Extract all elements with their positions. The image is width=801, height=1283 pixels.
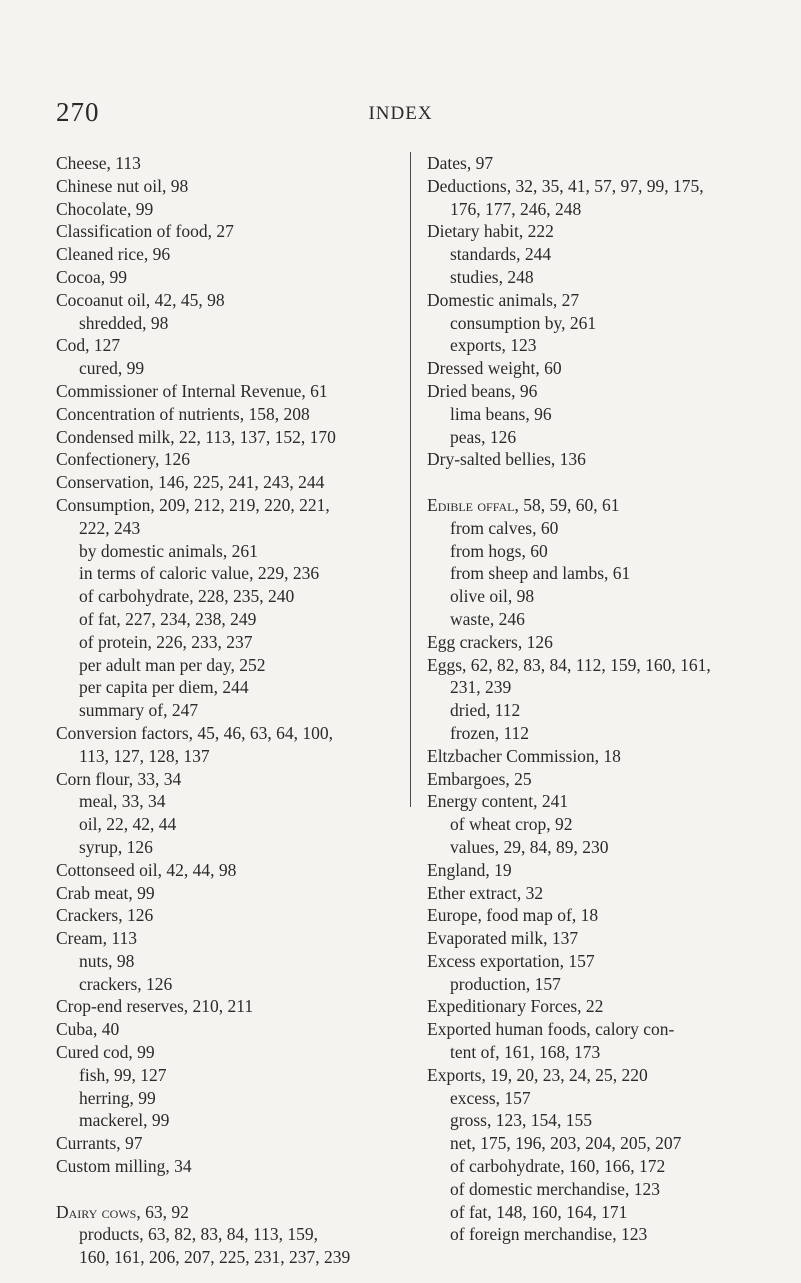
index-entry: Custom milling, 34 [56, 1156, 192, 1177]
index-subentry: of wheat crop, 92 [450, 814, 573, 835]
index-subentry: exports, 123 [450, 335, 537, 356]
column-divider [410, 152, 411, 807]
index-entry: Condensed milk, 22, 113, 137, 152, 170 [56, 426, 336, 447]
index-entry: Excess exportation, 157 [427, 950, 595, 971]
index-entry: Embargoes, 25 [427, 768, 532, 789]
index-entry: Edible offal, 58, 59, 60, 61 [427, 494, 620, 515]
index-entry: Exported human foods, calory con- [427, 1019, 675, 1040]
index-entry: Cleaned rice, 96 [56, 244, 171, 265]
index-entry: Currants, 97 [56, 1133, 143, 1154]
index-entry: Chinese nut oil, 98 [56, 175, 189, 196]
index-subentry: nuts, 98 [79, 950, 135, 971]
index-entry: Cheese, 113 [56, 153, 141, 173]
index-column-right [427, 152, 711, 1246]
index-subentry: 231, 239 [450, 677, 512, 698]
index-entry: England, 19 [427, 859, 512, 880]
index-entry: Dairy cows, 63, 92 [56, 1201, 189, 1222]
index-subentry: crackers, 126 [79, 973, 173, 994]
index-subentry: values, 29, 84, 89, 230 [450, 836, 609, 857]
index-subentry: in terms of caloric value, 229, 236 [79, 563, 320, 584]
index-entry: Crab meat, 99 [56, 882, 155, 903]
index-subentry: production, 157 [450, 973, 561, 994]
index-subentry: of fat, 148, 160, 164, 171 [450, 1201, 628, 1222]
index-entry: Dates, 97 [427, 153, 494, 173]
index-entry: Cuba, 40 [56, 1019, 120, 1040]
index-entry: Corn flour, 33, 34 [56, 768, 182, 789]
index-subentry: of foreign merchandise, 123 [450, 1224, 648, 1245]
index-subentry: per adult man per day, 252 [79, 654, 266, 675]
index-subentry: cured, 99 [79, 358, 145, 379]
index-entry: Conservation, 146, 225, 241, 243, 244 [56, 472, 325, 493]
index-entry: Dietary habit, 222 [427, 221, 554, 242]
index-subentry: by domestic animals, 261 [79, 540, 258, 561]
index-subentry: 176, 177, 246, 248 [450, 198, 582, 219]
index-entry: Crackers, 126 [56, 905, 154, 926]
index-subentry: waste, 246 [450, 608, 525, 629]
index-column-left [56, 152, 350, 1269]
index-subentry: from sheep and lambs, 61 [450, 563, 631, 584]
index-subentry: consumption by, 261 [450, 312, 597, 333]
index-entry: Concentration of nutrients, 158, 208 [56, 403, 310, 424]
page-number: 270 [56, 97, 100, 127]
section-gap [56, 1178, 350, 1201]
index-subentry: summary of, 247 [79, 700, 199, 721]
index-entry: Cocoanut oil, 42, 45, 98 [56, 289, 225, 310]
index-entry: Evaporated milk, 137 [427, 928, 579, 949]
index-entry: Energy content, 241 [427, 791, 569, 812]
index-entry: Expeditionary Forces, 22 [427, 996, 604, 1017]
index-subentry: of carbohydrate, 228, 235, 240 [79, 586, 295, 607]
index-subentry: net, 175, 196, 203, 204, 205, 207 [450, 1133, 682, 1154]
index-entry: Dried beans, 96 [427, 380, 538, 401]
index-entry: Consumption, 209, 212, 219, 220, 221, [56, 494, 330, 515]
index-entry: Commissioner of Internal Revenue, 61 [56, 380, 328, 401]
index-subentry: of protein, 226, 233, 237 [79, 631, 253, 652]
index-entry: Conversion factors, 45, 46, 63, 64, 100, [56, 722, 334, 743]
index-subentry: herring, 99 [79, 1087, 156, 1108]
index-entry: Exports, 19, 20, 23, 24, 25, 220 [427, 1064, 648, 1085]
section-gap [427, 471, 711, 494]
index-subentry: 113, 127, 128, 137 [79, 745, 210, 766]
index-entry: Cod, 127 [56, 335, 121, 356]
index-subentry: oil, 22, 42, 44 [79, 814, 177, 835]
index-entry: Egg crackers, 126 [427, 631, 553, 652]
index-entry: Domestic animals, 27 [427, 289, 580, 310]
index-entry: Ether extract, 32 [427, 882, 544, 903]
index-entry: Confectionery, 126 [56, 449, 190, 470]
index-subentry: of domestic merchandise, 123 [450, 1178, 660, 1199]
index-subentry: gross, 123, 154, 155 [450, 1110, 592, 1131]
index-entry: Eggs, 62, 82, 83, 84, 112, 159, 160, 161, [427, 654, 711, 675]
index-subentry: from hogs, 60 [450, 540, 548, 561]
index-subentry: per capita per diem, 244 [79, 677, 249, 698]
index-subentry: tent of, 161, 168, 173 [450, 1042, 601, 1063]
index-subentry: of carbohydrate, 160, 166, 172 [450, 1156, 666, 1177]
index-entry: Cured cod, 99 [56, 1042, 155, 1063]
index-entry: Cocoa, 99 [56, 266, 127, 287]
index-entry: Classification of food, 27 [56, 221, 234, 242]
index-entry: Cottonseed oil, 42, 44, 98 [56, 859, 237, 880]
index-entry: Crop-end reserves, 210, 211 [56, 996, 254, 1017]
index-subentry: standards, 244 [450, 244, 552, 265]
index-entry: Europe, food map of, 18 [427, 905, 599, 926]
index-subentry: 160, 161, 206, 207, 225, 231, 237, 239 [79, 1247, 351, 1268]
running-head: INDEX [368, 103, 433, 124]
index-subentry: shredded, 98 [79, 312, 169, 333]
index-subentry: dried, 112 [450, 700, 521, 721]
index-subentry: syrup, 126 [79, 836, 153, 857]
index-subentry: products, 63, 82, 83, 84, 113, 159, [79, 1224, 318, 1245]
index-subentry: olive oil, 98 [450, 586, 535, 607]
index-entry: Chocolate, 99 [56, 198, 154, 219]
index-subentry: 222, 243 [79, 517, 141, 538]
index-subentry: mackerel, 99 [79, 1110, 170, 1131]
index-subentry: studies, 248 [450, 266, 534, 287]
index-entry: Dressed weight, 60 [427, 358, 562, 379]
index-entry: Deductions, 32, 35, 41, 57, 97, 99, 175, [427, 175, 704, 196]
index-entry: Eltzbacher Commission, 18 [427, 745, 621, 766]
index-subentry: frozen, 112 [450, 722, 530, 743]
index-subentry: fish, 99, 127 [79, 1064, 167, 1085]
index-subentry: excess, 157 [450, 1087, 531, 1108]
index-subentry: peas, 126 [450, 426, 517, 447]
index-subentry: of fat, 227, 234, 238, 249 [79, 608, 257, 629]
index-subentry: from calves, 60 [450, 517, 559, 538]
index-entry: Cream, 113 [56, 928, 137, 949]
index-entry: Dry-salted bellies, 136 [427, 449, 586, 470]
index-subentry: lima beans, 96 [450, 403, 552, 424]
index-subentry: meal, 33, 34 [79, 791, 166, 812]
